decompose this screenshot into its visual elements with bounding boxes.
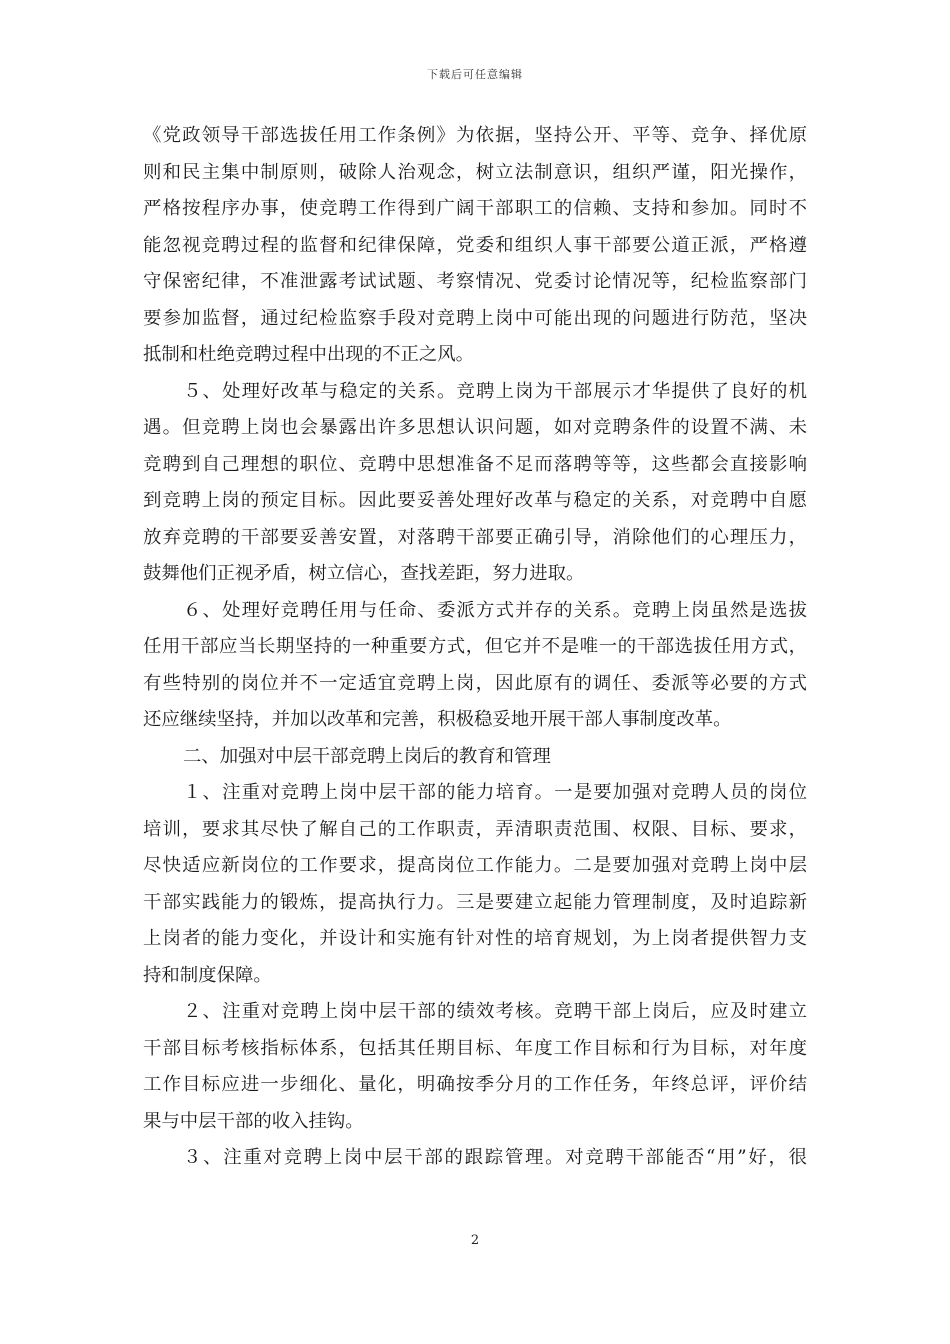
paragraph-start-line: ５、处理好改革与稳定的关系。竞聘上岗为干部展示才华提供了良好的机 [183,380,807,402]
section-heading: 二、加强对中层干部竞聘上岗后的教育和管理 [183,745,551,767]
text-line: 守保密纪律，不准泄露考试试题、考察情况、党委讨论情况等，纪检监察部门 [143,271,807,292]
paragraph-start-line: １、注重对竞聘上岗中层干部的能力培育。一是要加强对竞聘人员的岗位 [183,782,807,803]
text-line: 培训，要求其尽快了解自己的工作职责，弄清职责范围、权限、目标、要求， [143,818,807,840]
text-line: 尽快适应新岗位的工作要求，提高岗位工作能力。二是要加强对竞聘上岗中层 [143,855,807,876]
text-line: 还应继续坚持，并加以改革和完善，积极稳妥地开展干部人事制度改革。 [143,709,732,730]
text-line: 放弃竞聘的干部要妥善安置，对落聘干部要正确引导，消除他们的心理压力， [143,526,807,548]
text-line: 干部目标考核指标体系，包括其任期目标、年度工作目标和行为目标，对年度 [143,1037,807,1059]
text-line: 持和制度保障。 [143,964,272,986]
text-line: 则和民主集中制原则，破除人治观念，树立法制意识，组织严谨，阳光操作， [143,161,807,183]
text-line: 工作目标应进一步细化、量化，明确按季分月的工作任务，年终总评，评价结 [143,1074,807,1095]
text-line: 要参加监督，通过纪检监察手段对竞聘上岗中可能出现的问题进行防范，坚决 [143,307,807,329]
text-line: 抵制和杜绝竞聘过程中出现的不正之风。 [143,344,475,365]
text-line: 有些特别的岗位并不一定适宜竞聘上岗，因此原有的调任、委派等必要的方式 [143,672,807,694]
text-line: 遇。但竞聘上岗也会暴露出许多思想认识问题，如对竞聘条件的设置不满、未 [143,417,807,438]
text-line: 干部实践能力的锻炼，提高执行力。三是要建立起能力管理制度，及时追踪新 [143,891,807,913]
page-header: 下载后可任意编辑 [427,68,523,81]
page-number: 2 [470,1233,480,1248]
text-line: 到竞聘上岗的预定目标。因此要妥善处理好改革与稳定的关系，对竞聘中自愿 [143,490,807,511]
paragraph-start-line: ３、注重对竞聘上岗中层干部的跟踪管理。对竞聘干部能否“用”好，很 [183,1147,807,1168]
document-body [143,118,807,1177]
text-line: 上岗者的能力变化，并设计和实施有针对性的培育规划，为上岗者提供智力支 [143,928,807,949]
text-line: 《党政领导干部选拔任用工作条例》为依据，坚持公开、平等、竞争、择优原 [143,125,807,146]
text-line: 任用干部应当长期坚持的一种重要方式，但它并不是唯一的干部选拔任用方式， [143,636,807,657]
text-line: 鼓舞他们正视矛盾，树立信心，查找差距，努力进取。 [143,563,585,584]
text-line: 果与中层干部的收入挂钩。 [143,1110,364,1132]
text-line: 严格按程序办事，使竞聘工作得到广阔干部职工的信赖、支持和参加。同时不 [143,198,807,219]
text-line: 竞聘到自己理想的职位、竞聘中思想准备不足而落聘等等，这些都会直接影响 [143,453,807,475]
paragraph-start-line: ２、注重对竞聘上岗中层干部的绩效考核。竞聘干部上岗后，应及时建立 [183,1001,807,1022]
text-line: 能忽视竞聘过程的监督和纪律保障，党委和组织人事干部要公道正派，严格遵 [143,234,807,256]
paragraph-start-line: ６、处理好竞聘任用与任命、委派方式并存的关系。竞聘上岗虽然是选拔 [183,599,807,621]
